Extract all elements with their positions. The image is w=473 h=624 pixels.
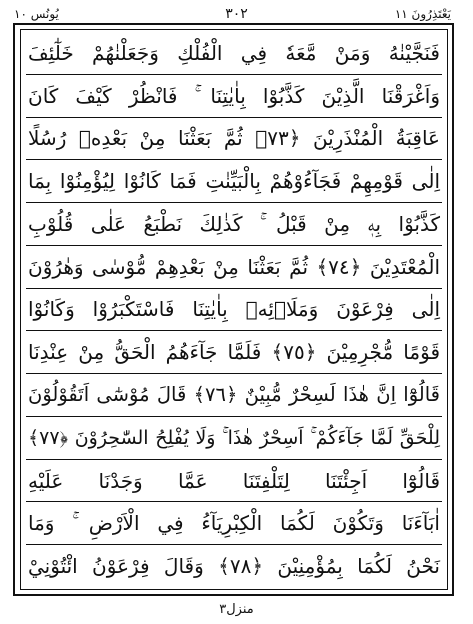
verse-text: قَوْمًا مُّجْرِمِيْنَ ﴿٧٥﴾ فَلَمَّا جَآءَهُمُ الْحَقُّ مِنْ عِنْدِنَا [28,340,441,365]
verse-text: نَحْنُ لَكُمَا بِمُؤْمِنِيْنَ ﴿٧٨﴾ وَقَالَ فِرْعَوْنُ ائْتُوْنِيْ [28,554,440,579]
verse-text: الْمُعْتَدِيْنَ ﴿٧٤﴾ ثُمَّ بَعَثْنَا مِنْ بَعْدِهِمْ مُّوْسٰى وَهٰرُوْنَ [28,254,440,279]
text-line [26,331,442,374]
page-number: ٣٠٢ [225,6,248,22]
verse-text: اِلٰى فِرْعَوْنَ وَمَلَا۟ئِهٖ بِاٰيٰتِنَا فَاسْتَكْبَرُوْا وَكَانُوْا [28,297,440,322]
verse-text: كَذَّبُوْا بِهٖ مِنْ قَبْلُ ۚ كَذٰلِكَ نَطْبَعُ عَلٰى قُلُوْبِ [28,211,440,236]
text-line [26,374,442,417]
verse-text: وَاَغْرَقْنَا الَّذِيْنَ كَذَّبُوْا بِاٰيٰتِنَا ۚ فَانْظُرْ كَيْفَ كَانَ [28,83,440,108]
text-block [26,32,442,587]
verse-text: اِلٰى قَوْمِهِمْ فَجَآءُوْهُمْ بِالْبَيِّنٰتِ فَمَا كَانُوْا لِيُؤْمِنُوْا بِمَا [28,169,440,194]
verse-text: عَاقِبَةُ الْمُنْذَرِيْنَ ﴿٧٣﴾ ثُمَّ بَعَثْنَا مِنْ بَعْدِهٖ رُسُلًا [28,126,440,151]
text-line [26,417,442,460]
verse-text: قَالُوْٓا اِنَّ هٰذَا لَسِحْرٌ مُّبِيْنٌ ﴿٧٦﴾ قَالَ مُوْسٰٓى اَتَقُوْلُوْنَ [28,383,441,406]
verse-text: فَنَجَّيْنٰهُ وَمَنْ مَّعَهٗ فِي الْفُلْكِ وَجَعَلْنٰهُمْ خَلٰٓئِفَ [28,40,440,65]
text-line [26,289,442,332]
text-line [26,460,442,503]
text-line [26,160,442,203]
text-line [26,75,442,118]
text-line [26,203,442,246]
verse-text: قَالُوْٓا اَجِئْتَنَا لِتَلْفِتَنَا عَمَّا وَجَدْنَا عَلَيْهِ [28,468,440,493]
verse-text: لِلْحَقِّ لَمَّا جَآءَكُمْ ۚ اَسِحْرٌ هٰذَا ۚ وَلَا يُفْلِحُ السّٰحِرُوْنَ ﴿٧٧﴾ [28,426,440,449]
text-line [26,32,442,75]
verse-text: اٰبَآءَنَا وَتَكُوْنَ لَكُمَا الْكِبْرِيَآءُ فِي الْاَرْضِ ۚ وَمَا [28,511,440,536]
manzil-label: منزل٣ [219,602,254,617]
juz-label: يَعْتَذِرُونَ ١١ [394,7,451,21]
text-line [26,545,442,587]
text-line [26,246,442,289]
text-line [26,502,442,545]
text-line [26,118,442,161]
surah-label: يُونُس ١٠ [14,7,59,21]
